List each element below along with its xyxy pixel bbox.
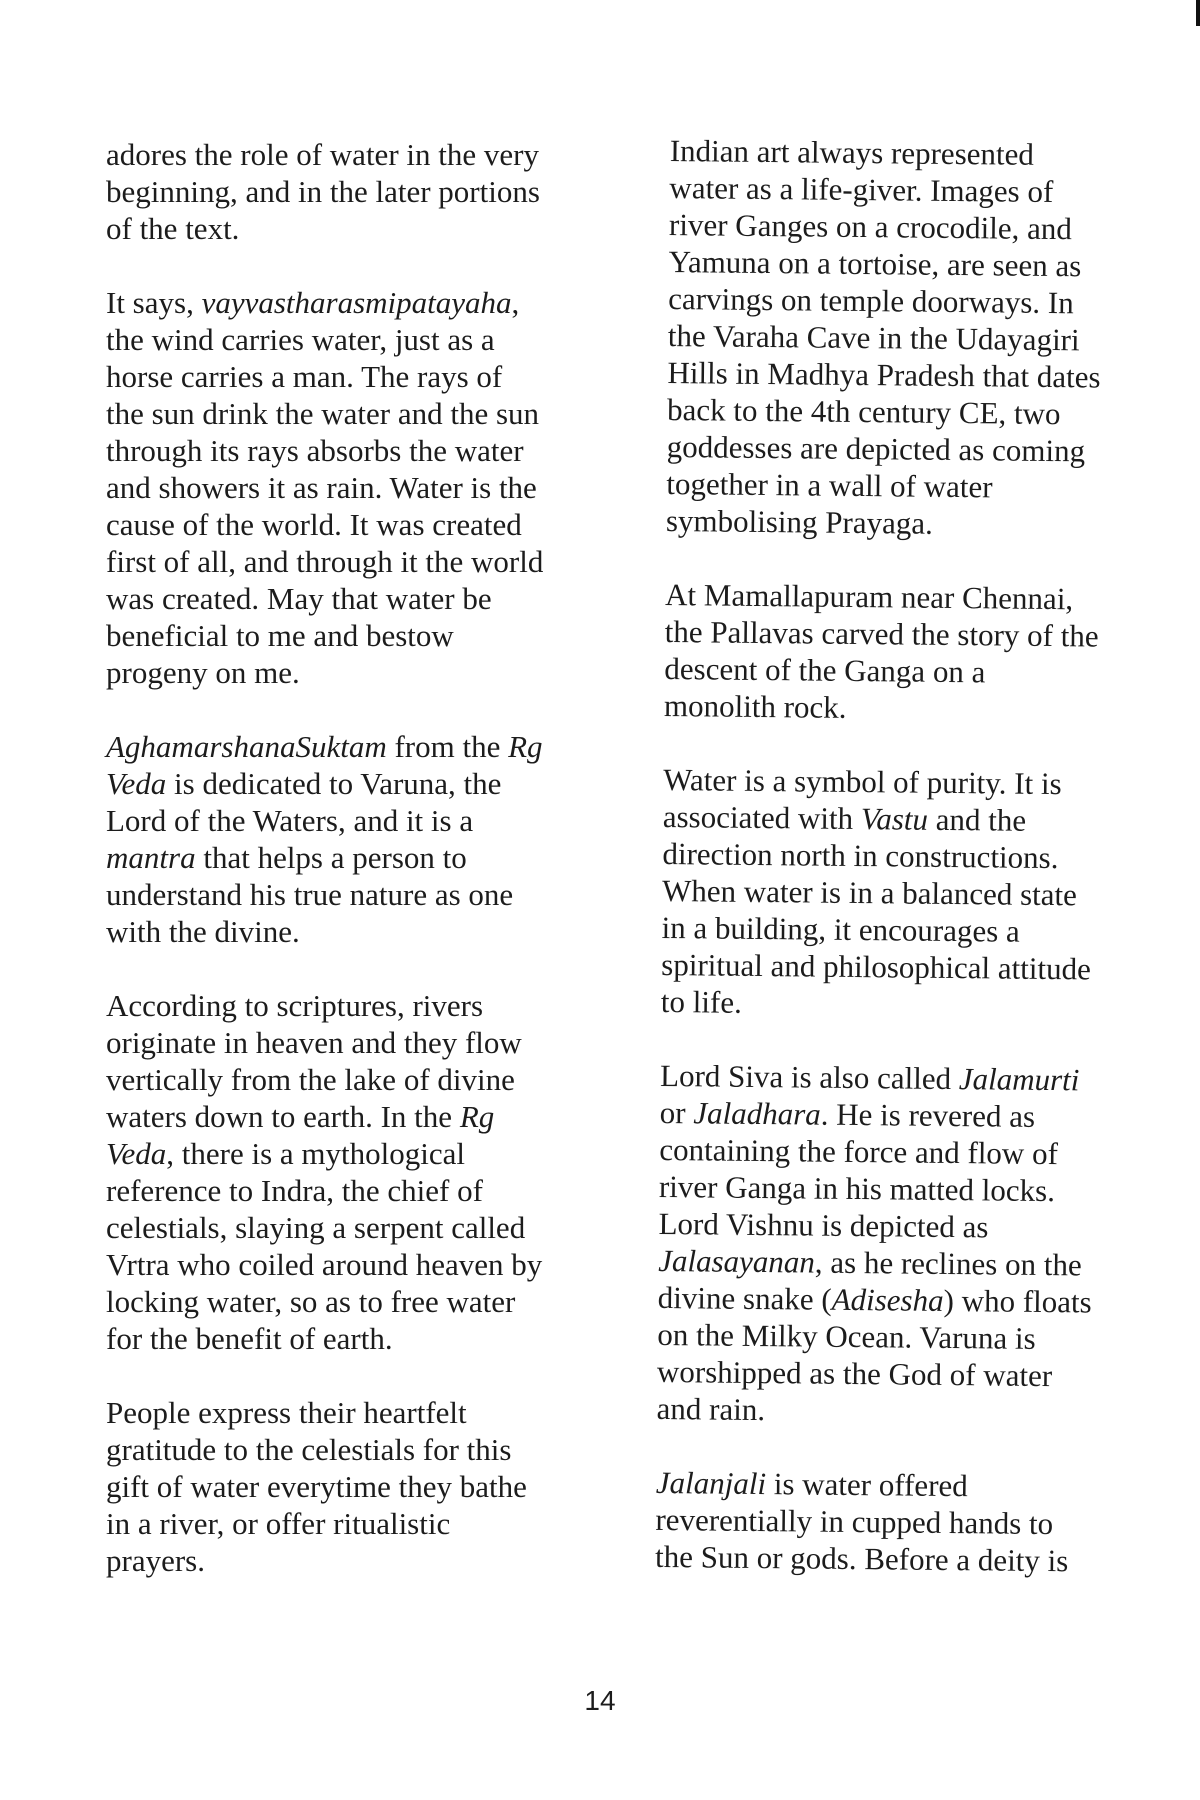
text-line bbox=[106, 506, 626, 543]
text-line bbox=[661, 909, 1161, 951]
text-line bbox=[106, 617, 626, 654]
text-line bbox=[668, 317, 1168, 359]
text-line bbox=[106, 802, 626, 839]
text-run: and rain. bbox=[656, 1390, 766, 1428]
text-line bbox=[661, 946, 1161, 988]
text-run: vertically from the lake of divine bbox=[106, 1062, 515, 1097]
text-run: symbolising Prayaga. bbox=[665, 502, 934, 541]
text-line bbox=[667, 428, 1167, 470]
text-run: the Varaha Cave in the Udayagiri bbox=[667, 317, 1080, 358]
text-line bbox=[660, 1057, 1160, 1099]
text-line bbox=[106, 1209, 626, 1246]
text-run: understand his true nature as one bbox=[106, 877, 514, 912]
italic-term: Veda bbox=[106, 766, 167, 801]
text-run: horse carries a man. The rays of bbox=[106, 359, 503, 394]
text-run: Indian art always represented bbox=[669, 132, 1035, 172]
text-line bbox=[668, 243, 1168, 285]
text-run: carvings on temple doorways. In bbox=[668, 280, 1074, 321]
text-run: spiritual and philosophical attitude bbox=[661, 946, 1092, 987]
italic-term: Jalamurti bbox=[958, 1061, 1080, 1098]
text-run: Vrtra who coiled around heaven by bbox=[106, 1247, 543, 1282]
paragraph bbox=[106, 987, 626, 1357]
text-run: waters down to earth. In the bbox=[106, 1099, 460, 1134]
italic-term: mantra bbox=[106, 840, 196, 875]
text-line bbox=[655, 1501, 1155, 1543]
text-run: to life. bbox=[660, 983, 742, 1020]
text-line bbox=[655, 1538, 1155, 1580]
text-run: reverentially in cupped hands to bbox=[655, 1501, 1054, 1542]
text-line bbox=[106, 839, 626, 876]
text-run: in a river, or offer ritualistic bbox=[106, 1506, 451, 1541]
text-line bbox=[106, 321, 626, 358]
text-run: in a building, it encourages a bbox=[661, 909, 1020, 949]
text-line bbox=[106, 1320, 626, 1357]
text-run: Yamuna on a tortoise, are seen as bbox=[668, 243, 1082, 284]
text-line bbox=[658, 1242, 1158, 1284]
text-run: back to the 4th century CE, two bbox=[666, 391, 1061, 432]
text-line bbox=[106, 1505, 626, 1542]
text-line bbox=[667, 391, 1167, 433]
text-line bbox=[660, 1094, 1160, 1136]
text-line bbox=[106, 987, 626, 1024]
text-line bbox=[106, 1246, 626, 1283]
text-run: gift of water everytime they bathe bbox=[106, 1469, 527, 1504]
text-run: was created. May that water be bbox=[106, 581, 492, 616]
text-line bbox=[665, 576, 1165, 618]
text-run: ) who floats bbox=[943, 1282, 1092, 1320]
text-run: Lord Siva is also called bbox=[659, 1057, 960, 1097]
text-line bbox=[106, 1024, 626, 1061]
text-line bbox=[106, 876, 626, 913]
text-line bbox=[664, 650, 1164, 692]
text-line bbox=[106, 1394, 626, 1431]
italic-term: vayvastharasmipatayaha bbox=[201, 285, 512, 320]
text-line bbox=[106, 1283, 626, 1320]
text-line bbox=[667, 354, 1167, 396]
paragraph bbox=[655, 1464, 1156, 1580]
text-run: adores the role of water in the very bbox=[106, 137, 539, 172]
text-line bbox=[656, 1464, 1156, 1506]
text-line bbox=[106, 358, 626, 395]
text-line bbox=[663, 761, 1163, 803]
text-run: People express their heartfelt bbox=[106, 1395, 467, 1430]
italic-term: Jalanjali bbox=[655, 1464, 767, 1502]
text-run: beneficial to me and bestow bbox=[106, 618, 454, 653]
text-run: beginning, and in the later portions bbox=[106, 174, 540, 209]
paragraph bbox=[664, 576, 1166, 729]
text-run: the Pallavas carved the story of the bbox=[664, 613, 1099, 654]
text-run: first of all, and through it the world bbox=[106, 544, 544, 579]
text-line bbox=[106, 765, 626, 802]
text-line bbox=[106, 210, 626, 247]
text-run: through its rays absorbs the water bbox=[106, 433, 524, 468]
italic-term: Jaladhara bbox=[693, 1095, 821, 1132]
text-line bbox=[657, 1353, 1157, 1395]
text-run: direction north in constructions. bbox=[662, 835, 1059, 876]
text-line bbox=[106, 432, 626, 469]
text-run: or bbox=[659, 1094, 694, 1131]
italic-term: Vastu bbox=[860, 801, 929, 837]
text-run: cause of the world. It was created bbox=[106, 507, 522, 542]
text-run: goddesses are depicted as coming bbox=[666, 428, 1086, 469]
text-line bbox=[106, 728, 626, 765]
text-line bbox=[661, 983, 1161, 1025]
text-line bbox=[658, 1279, 1158, 1321]
text-line bbox=[106, 654, 626, 691]
text-line bbox=[669, 206, 1169, 248]
text-line bbox=[662, 872, 1162, 914]
text-line bbox=[106, 284, 626, 321]
text-run: with the divine. bbox=[106, 914, 300, 949]
text-run: river Ganga in his matted locks. bbox=[658, 1168, 1056, 1209]
text-run: Hills in Madhya Pradesh that dates bbox=[667, 354, 1101, 395]
text-run: It says, bbox=[106, 285, 202, 320]
text-line bbox=[106, 580, 626, 617]
text-line bbox=[106, 913, 626, 950]
italic-term: Jalasayanan bbox=[657, 1242, 816, 1280]
text-line bbox=[662, 835, 1162, 877]
text-line bbox=[656, 1390, 1156, 1432]
left-text-column bbox=[106, 136, 626, 1616]
paragraph bbox=[106, 1394, 626, 1579]
text-run: associated with bbox=[662, 798, 862, 837]
paragraph bbox=[106, 284, 626, 691]
text-run: celestials, slaying a serpent called bbox=[106, 1210, 526, 1245]
page-edge-mark bbox=[1196, 0, 1200, 26]
text-line bbox=[666, 465, 1166, 507]
text-line bbox=[663, 798, 1163, 840]
text-line bbox=[106, 1061, 626, 1098]
text-line bbox=[106, 136, 626, 173]
text-run: divine snake ( bbox=[657, 1279, 832, 1317]
text-run: together in a wall of water bbox=[666, 465, 993, 505]
text-run: is water offered bbox=[765, 1466, 968, 1504]
text-line bbox=[665, 613, 1165, 655]
text-run: reference to Indra, the chief of bbox=[106, 1173, 483, 1208]
text-run: originate in heaven and they flow bbox=[106, 1025, 522, 1060]
text-line bbox=[666, 502, 1166, 544]
paragraph bbox=[106, 136, 626, 247]
italic-term: Rg bbox=[508, 729, 543, 764]
text-run: of the text. bbox=[106, 211, 240, 246]
text-run: the Sun or gods. Before a deity is bbox=[654, 1538, 1069, 1579]
italic-term: AghamarshanaSuktam bbox=[106, 729, 387, 764]
text-line bbox=[669, 169, 1169, 211]
text-line bbox=[106, 469, 626, 506]
paragraph bbox=[106, 728, 626, 950]
text-run: river Ganges on a crocodile, and bbox=[668, 206, 1073, 247]
text-run: Water is a symbol of purity. It is bbox=[663, 761, 1062, 802]
text-line bbox=[659, 1168, 1159, 1210]
text-run: the wind carries water, just as a bbox=[106, 322, 495, 357]
text-run: , as he reclines on the bbox=[814, 1244, 1082, 1283]
text-line bbox=[658, 1205, 1158, 1247]
text-run: prayers. bbox=[106, 1543, 205, 1578]
text-run: . He is revered as bbox=[820, 1096, 1036, 1134]
text-line bbox=[106, 1098, 626, 1135]
text-run: Lord Vishnu is depicted as bbox=[658, 1205, 989, 1245]
italic-term: Rg bbox=[459, 1099, 495, 1134]
text-run: that helps a person to bbox=[195, 840, 467, 875]
text-line bbox=[664, 687, 1164, 729]
text-run: for the benefit of earth. bbox=[106, 1321, 393, 1356]
text-run: monolith rock. bbox=[663, 687, 847, 725]
right-text-column bbox=[655, 132, 1170, 1617]
text-run: and the bbox=[927, 801, 1027, 838]
text-run: When water is in a balanced state bbox=[661, 872, 1078, 913]
text-line bbox=[106, 1431, 626, 1468]
text-run: progeny on me. bbox=[106, 655, 300, 690]
text-run: and showers it as rain. Water is the bbox=[106, 470, 537, 505]
text-run: According to scriptures, rivers bbox=[106, 988, 484, 1023]
text-run: containing the force and flow of bbox=[659, 1131, 1059, 1172]
text-line bbox=[106, 1172, 626, 1209]
paragraph bbox=[656, 1057, 1160, 1432]
text-line bbox=[106, 395, 626, 432]
italic-term: Veda bbox=[106, 1136, 167, 1171]
text-run: Lord of the Waters, and it is a bbox=[106, 803, 474, 838]
text-line bbox=[106, 173, 626, 210]
text-run: locking water, so as to free water bbox=[106, 1284, 516, 1319]
text-run: water as a life-giver. Images of bbox=[669, 169, 1054, 210]
paragraph bbox=[661, 761, 1164, 1025]
text-run: descent of the Ganga on a bbox=[664, 650, 986, 690]
text-line bbox=[659, 1131, 1159, 1173]
text-line bbox=[106, 1542, 626, 1579]
page-number: 14 bbox=[584, 1685, 616, 1716]
text-run: gratitude to the celestials for this bbox=[106, 1432, 512, 1467]
text-run: from the bbox=[386, 729, 509, 764]
text-line bbox=[668, 280, 1168, 322]
text-run: on the Milky Ocean. Varuna is bbox=[657, 1316, 1036, 1356]
text-line bbox=[670, 132, 1170, 174]
text-run: worshipped as the God of water bbox=[656, 1353, 1053, 1394]
text-line bbox=[106, 1135, 626, 1172]
italic-term: Adisesha bbox=[831, 1281, 944, 1318]
text-line bbox=[657, 1316, 1157, 1358]
text-run: the sun drink the water and the sun bbox=[106, 396, 540, 431]
text-run: is dedicated to Varuna, the bbox=[166, 766, 502, 801]
text-run: , bbox=[511, 285, 520, 320]
paragraph bbox=[666, 132, 1170, 544]
text-line bbox=[106, 1468, 626, 1505]
text-line bbox=[106, 543, 626, 580]
text-run: , there is a mythological bbox=[166, 1136, 465, 1171]
text-run: At Mamallapuram near Chennai, bbox=[664, 576, 1074, 617]
